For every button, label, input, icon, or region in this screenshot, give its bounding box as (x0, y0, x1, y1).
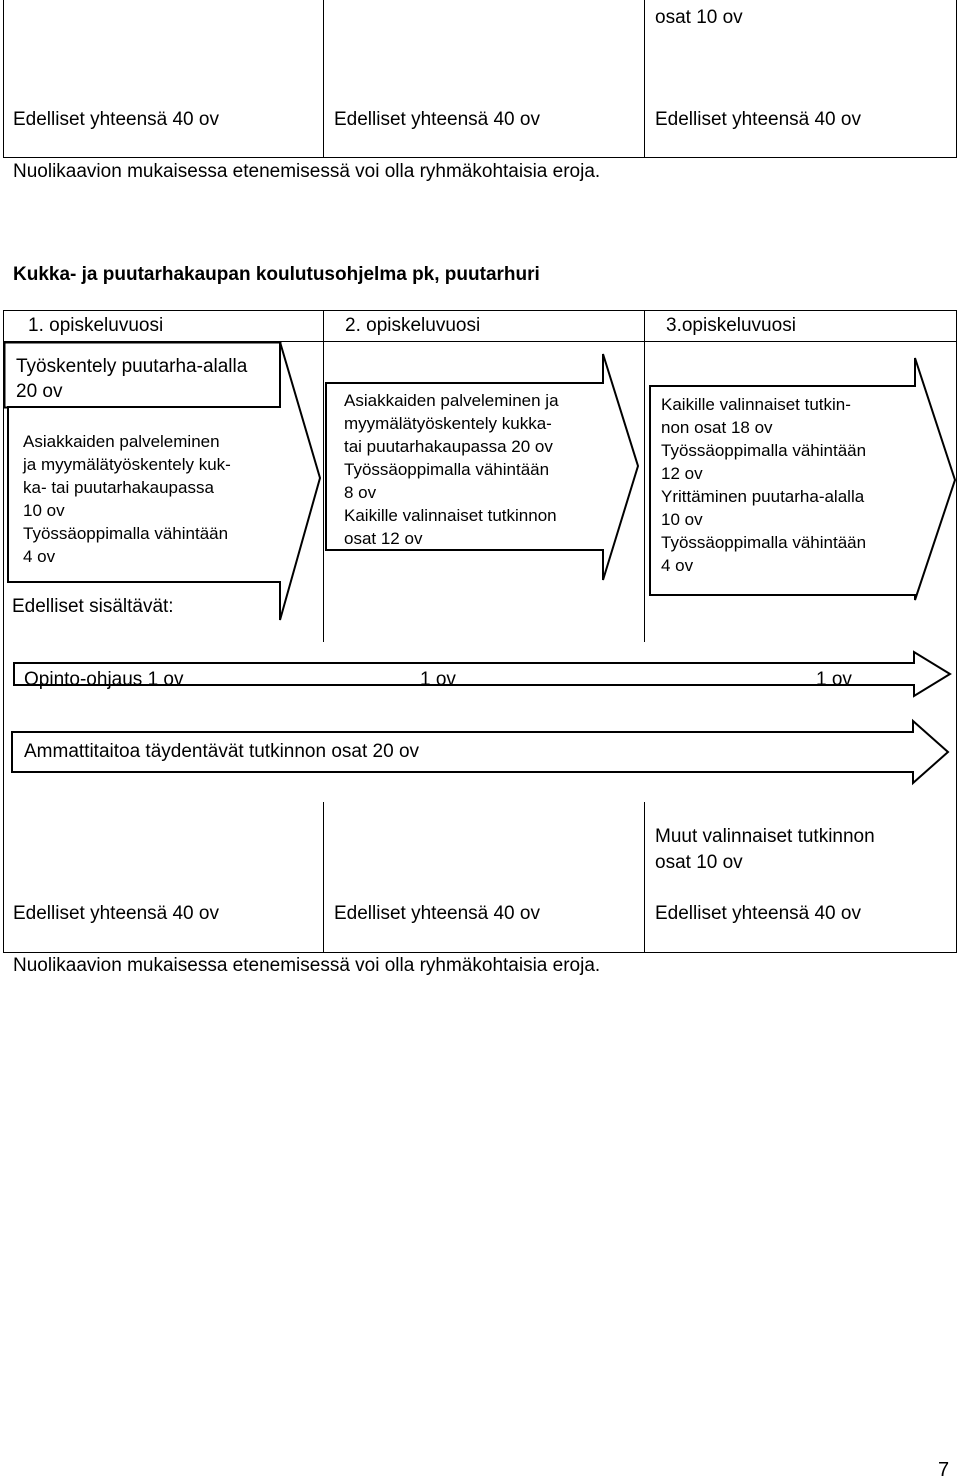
top-total-1: Edelliset yhteensä 40 ov (13, 109, 219, 130)
program-title: Kukka- ja puutarhakaupan koulutusohjelma pk, puutarhuri (13, 264, 540, 285)
guidance-label-middle: 1 ov (420, 669, 456, 690)
year1-footer: Edelliset sisältävät: (12, 596, 174, 617)
top-col3-line: osat 10 ov (655, 7, 743, 28)
year2-body-line: Kaikille valinnaiset tutkinnon (344, 506, 557, 525)
year2-body-line: osat 12 ov (344, 529, 423, 548)
year3-body-line: 4 ov (661, 556, 694, 575)
year2-body-line: Asiakkaiden palveleminen ja (344, 391, 559, 410)
year3-body-text (661, 393, 866, 577)
note-top: Nuolikaavion mukaisessa etenemisessä voi olla ryhmäkohtaisia eroja. (13, 161, 601, 182)
guidance-label-right: 1 ov (816, 669, 852, 690)
year2-body-line: tai puutarhakaupassa 20 ov (344, 437, 553, 456)
year-label-1: 1. opiskeluvuosi (28, 315, 164, 336)
year1-body-line: ka- tai puutarhakaupassa (23, 478, 214, 497)
year2-body-line: myymälätyöskentely kukka- (344, 414, 552, 433)
page-number: 7 (938, 1459, 950, 1481)
year3-body-line: Kaikille valinnaiset tutkin- (661, 395, 851, 414)
supplementary-label: Ammattitaitoa täydentävät tutkinnon osat 20 ov (24, 741, 420, 762)
year1-body-line: Työssäoppimalla vähintään (23, 524, 229, 543)
year1-body-line: Asiakkaiden palveleminen (23, 432, 220, 451)
year3-body-line: 10 ov (661, 510, 703, 529)
bottom-total-3: Edelliset yhteensä 40 ov (655, 903, 861, 924)
year3-body-line: Työssäoppimalla vähintään (661, 441, 867, 460)
bottom-total-1: Edelliset yhteensä 40 ov (13, 903, 219, 924)
bottom-col3-line-1: Muut valinnaiset tutkinnon (655, 826, 875, 847)
year2-body-text (344, 389, 559, 550)
year-label-2: 2. opiskeluvuosi (345, 315, 481, 336)
bottom-total-2: Edelliset yhteensä 40 ov (334, 903, 540, 924)
bottom-col3-line-2: osat 10 ov (655, 852, 743, 873)
top-total-3: Edelliset yhteensä 40 ov (655, 109, 861, 130)
year1-body-line: ja myymälätyöskentely kuk- (23, 455, 231, 474)
year1-header-line: 20 ov (16, 381, 63, 402)
year1-body-line: 4 ov (23, 547, 56, 566)
guidance-label-left: Opinto-ohjaus 1 ov (24, 669, 184, 690)
year1-header-line: Työskentely puutarha-alalla (16, 356, 248, 377)
year3-body-line: Työssäoppimalla vähintään (661, 533, 867, 552)
year2-body-line: 8 ov (344, 483, 377, 502)
year1-body-text (23, 430, 231, 568)
top-total-2: Edelliset yhteensä 40 ov (334, 109, 540, 130)
year3-body-line: non osat 18 ov (661, 418, 773, 437)
year2-body-line: Työssäoppimalla vähintään (344, 460, 550, 479)
year1-header-text (16, 354, 247, 404)
year-label-3: 3.opiskeluvuosi (666, 315, 796, 336)
year3-body-line: 12 ov (661, 464, 703, 483)
year3-body-line: Yrittäminen puutarha-alalla (661, 487, 865, 506)
year1-body-line: 10 ov (23, 501, 65, 520)
note-bottom: Nuolikaavion mukaisessa etenemisessä voi olla ryhmäkohtaisia eroja. (13, 955, 601, 976)
